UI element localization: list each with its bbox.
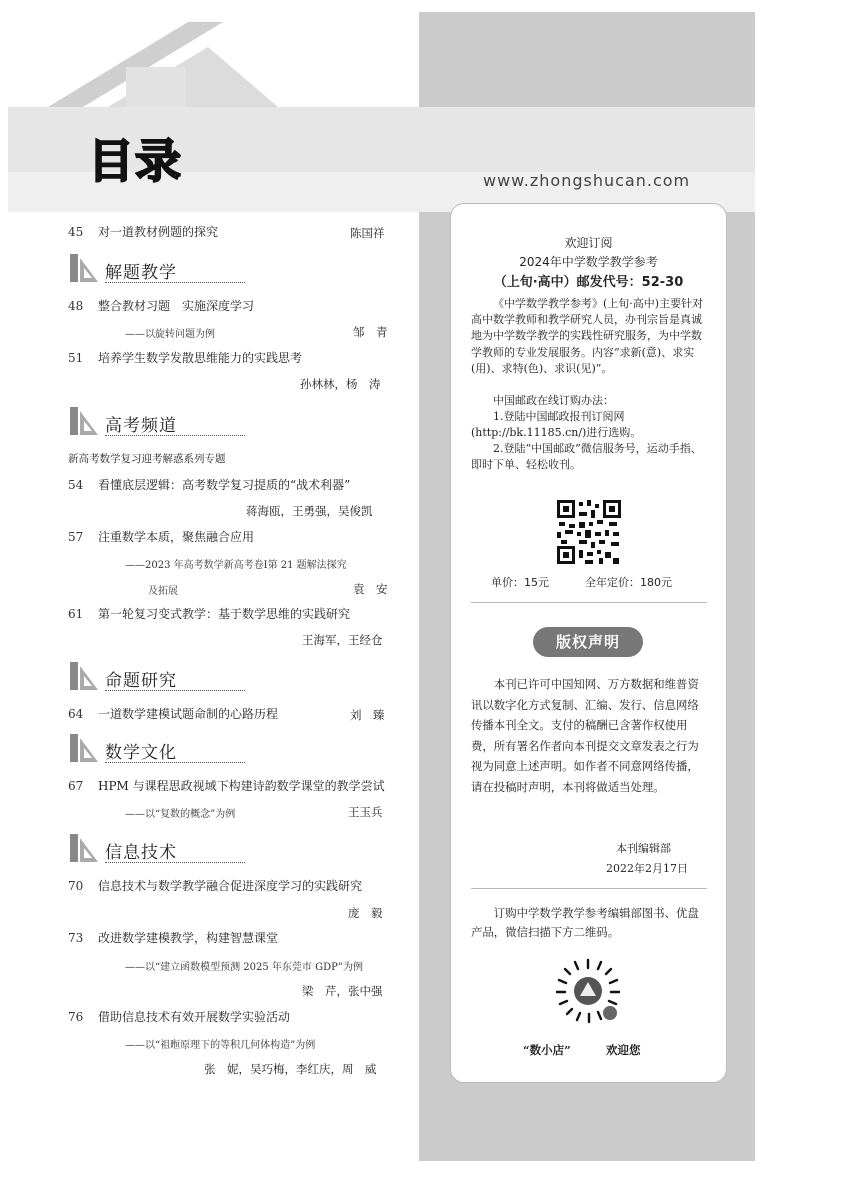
page-number: 67 <box>68 779 84 793</box>
article-subtitle: ——以“建立函数模型预测 2025 年东莞市 GDP”为例 <box>125 962 363 973</box>
article-title: 对一道教材例题的探究 <box>98 225 219 239</box>
section-heading <box>68 732 253 766</box>
page-number: 76 <box>68 1010 84 1024</box>
section-underline <box>105 690 245 691</box>
toc-entry[interactable] <box>68 878 362 894</box>
author: 邹 青 <box>353 325 388 339</box>
page-number: 48 <box>68 299 84 313</box>
unit-price: 单价：15元 <box>491 576 549 589</box>
website-url[interactable]: www.zhongshucan.com <box>483 171 691 190</box>
series-note: 新高考数学复习迎考解惑系列专题 <box>68 453 226 465</box>
article-title: 看懂底层逻辑：高考数学复习提质的“战术利器” <box>98 478 351 492</box>
toc-entry[interactable] <box>68 706 278 722</box>
ruler-triangle-icon <box>68 252 100 284</box>
article-title: 第一轮复习变式教学：基于数学思维的实践研究 <box>98 607 351 621</box>
journal-intro: 《中学数学教学参考》(上旬·高中)主要针对高中数学教师和教学研究人员，办刊宗旨是真诚地为中学数学教学的实践性研究服务，为中学数学教师的专业发展服务。内容“求新(意)、求实(用)、求特(色)、求识(见)”。 <box>471 297 704 375</box>
section-heading <box>68 252 253 286</box>
section-underline <box>105 282 245 283</box>
section-label: 解题教学 <box>105 263 177 283</box>
toc-entry[interactable] <box>68 224 218 240</box>
toc-entry[interactable] <box>68 298 254 314</box>
article-subtitle: ——以“复数的概念”为例 <box>125 809 236 820</box>
page-number: 54 <box>68 478 84 492</box>
article-subtitle: ——以旋转问题为例 <box>125 329 215 340</box>
copyright-text: 本刊已许可中国知网、万方数据和维普资讯以数字化方式复制、汇编、发行、信息网络传播本刊全文。支付的稿酬已含著作权使用费，所有署名作者向本刊提交文章发表之行为视为同意上述声明。如作者不同意网络传播，请在投稿时声明，本刊将做适当处理。 <box>471 677 699 794</box>
section-underline <box>105 435 245 436</box>
toc-entry[interactable] <box>68 778 385 794</box>
article-title: HPM 与课程思政视域下构建诗韵数学课堂的教学尝试 <box>98 779 385 793</box>
author: 袁 安 <box>353 582 388 596</box>
section-heading <box>68 405 253 439</box>
mini-program-code-icon[interactable] <box>553 956 623 1026</box>
subscription-card <box>450 203 727 1083</box>
author: 梁 芹，张中强 <box>302 984 383 998</box>
author: 庞 毅 <box>348 906 383 920</box>
section-underline <box>105 862 245 863</box>
qr-code-icon[interactable] <box>555 498 623 566</box>
toc-entry[interactable] <box>68 529 254 545</box>
article-subtitle: ——2023 年高考数学新高考卷Ⅰ第 21 题解法探究 <box>125 560 347 571</box>
article-subtitle-cont: 及拓展 <box>148 586 178 597</box>
author: 张 妮，吴巧梅，李红庆，周 威 <box>204 1062 377 1076</box>
section-label: 命题研究 <box>105 671 177 691</box>
section-underline <box>105 762 245 763</box>
article-title: 信息技术与数学教学融合促进深度学习的实践研究 <box>98 879 363 893</box>
page-title: 目录 <box>88 134 182 188</box>
page-number: 64 <box>68 707 84 721</box>
article-title: 改进数学建模教学，构建智慧课堂 <box>98 931 279 945</box>
author: 孙林林，杨 涛 <box>300 377 381 391</box>
page-number: 57 <box>68 530 84 544</box>
ruler-triangle-icon <box>68 660 100 692</box>
article-title: 培养学生数学发散思维能力的实践思考 <box>98 351 303 365</box>
section-label: 信息技术 <box>105 843 177 863</box>
page-number: 51 <box>68 351 84 365</box>
page-number: 73 <box>68 931 84 945</box>
article-title: 借助信息技术有效开展数学实验活动 <box>98 1010 291 1024</box>
section-heading <box>68 832 253 866</box>
author: 王玉兵 <box>348 805 383 819</box>
copyright-badge: 版权声明 <box>533 627 643 657</box>
annual-price: 全年定价：180元 <box>585 576 672 589</box>
toc-entry[interactable] <box>68 350 302 366</box>
order-method-title: 中国邮政在线订购办法： <box>493 394 614 407</box>
author: 刘 臻 <box>350 708 385 722</box>
toc-entry[interactable] <box>68 477 350 493</box>
author: 王海军，王经仓 <box>302 633 383 647</box>
order-books-text: 订购中学数学教学参考编辑部图书、优盘产品，微信扫描下方二维码。 <box>471 906 699 939</box>
order-method-1[interactable]: 1.登陆中国邮政报刊订阅网(http://bk.11185.cn/)进行选购。 <box>471 410 642 440</box>
article-title: 整合教材习题 实施深度学习 <box>98 299 255 313</box>
author: 陈国祥 <box>350 226 385 240</box>
toc-entry[interactable] <box>68 1009 290 1025</box>
page-number: 45 <box>68 225 84 239</box>
author: 蒋海瓯，王勇强，吴俊凯 <box>246 504 373 518</box>
postal-code-line: （上旬·高中）邮发代号：52-30 <box>493 275 684 290</box>
journal-line: 2024年中学数学教学参考 <box>519 255 658 269</box>
article-title: 注重数学本质，聚焦融合应用 <box>98 530 255 544</box>
shop-label: “数小店” <box>523 1043 571 1057</box>
section-label: 数学文化 <box>105 743 177 763</box>
table-of-contents <box>0 0 420 1179</box>
welcome-text: 欢迎您 <box>606 1043 641 1057</box>
order-method-2: 2.登陆“中国邮政”微信服务号，运动手指、即时下单、轻松收刊。 <box>471 442 702 472</box>
notice-date: 2022年2月17日 <box>606 862 688 875</box>
toc-entry[interactable] <box>68 606 350 622</box>
article-title: 一道数学建模试题命制的心路历程 <box>98 707 279 721</box>
page-number: 61 <box>68 607 84 621</box>
toc-entry[interactable] <box>68 930 278 946</box>
article-subtitle: ——以“祖暅原理下的等积几何体构造”为例 <box>125 1040 316 1051</box>
divider <box>471 888 707 889</box>
section-heading <box>68 660 253 694</box>
section-label: 高考频道 <box>105 416 177 436</box>
ruler-triangle-icon <box>68 405 100 437</box>
ruler-triangle-icon <box>68 832 100 864</box>
divider <box>471 602 707 603</box>
editor-signature: 本刊编辑部 <box>616 842 671 855</box>
subscribe-title: 欢迎订阅 <box>564 236 613 250</box>
page-number: 70 <box>68 879 84 893</box>
ruler-triangle-icon <box>68 732 100 764</box>
